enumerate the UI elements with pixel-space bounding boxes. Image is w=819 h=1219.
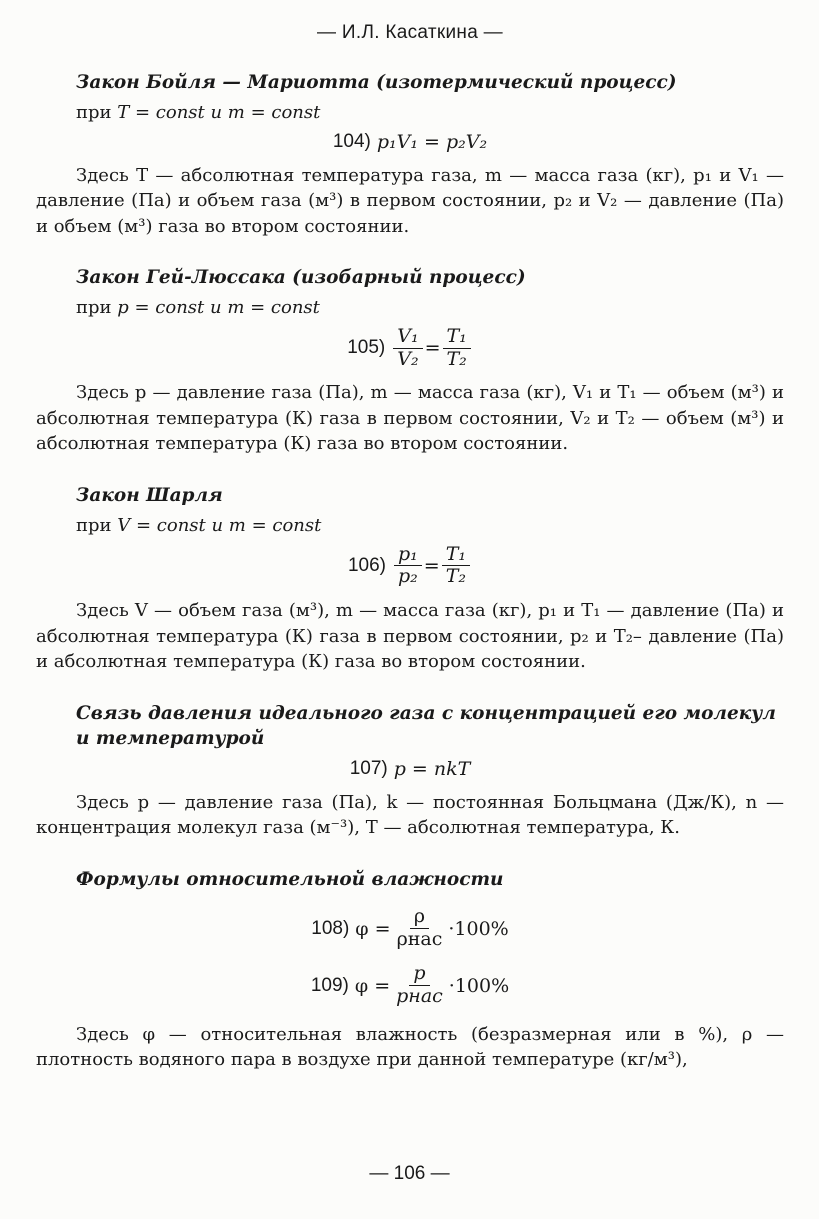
formula-108 <box>36 906 784 951</box>
section-gay-lussac <box>36 265 784 457</box>
formula-number: 107) <box>349 757 388 779</box>
fraction-left: $\frac{\text{V₁}}{\text{V₂}}$ <box>393 326 422 371</box>
condition-line: при p = const и m = const <box>76 296 320 318</box>
section-ideal-gas-pressure <box>36 701 784 841</box>
formula-105: 105) $\frac{\text{V₁}}{\text{V₂}}$ = $\frac{\text{T₁}}{\text{T₂}}$ <box>36 326 784 371</box>
section-heading: Закон Бойля — Мариотта (изотермический процесс) <box>76 72 677 93</box>
page-number: — 106 — <box>369 1163 450 1184</box>
section-heading: Закон Гей-Люссака (изобарный процесс) <box>76 267 526 289</box>
explanation-paragraph: Здесь p — давление газа (Па), k — постоянная Больцмана (Дж/К), n — концентрация молекул газа (м⁻³), T — абсолютная температура, К. <box>36 791 784 839</box>
formula-number: 105) <box>347 337 386 359</box>
formula-tail: ·100% <box>448 974 510 997</box>
section-relative-humidity <box>36 867 784 1073</box>
formula-number: 109) <box>310 974 349 996</box>
section-heading: Закон Шарля <box>76 485 223 506</box>
condition-line: при T = const и m = const <box>76 101 321 123</box>
fraction-left: $\frac{\text{p₁}}{\text{p₂}}$ <box>394 544 422 589</box>
section-boyle-mariotte <box>36 70 784 239</box>
running-header: — И.Л. Касаткина — <box>317 22 503 43</box>
formula-lhs: φ = <box>354 974 391 997</box>
condition-text: p = const и m = const <box>117 296 320 318</box>
formula-107 <box>36 758 784 780</box>
formula-number: 108) <box>311 917 350 939</box>
page <box>36 22 784 1099</box>
formula-expression: p = nkT <box>393 757 471 780</box>
section-charles <box>36 483 784 675</box>
condition-line: при V = const и m = const <box>76 514 322 536</box>
section-heading: Связь давления идеального газа с концентрацией его молекул и температурой <box>76 702 776 750</box>
fraction: $\frac{\rho}{\text{ρнас}}$ <box>396 905 443 951</box>
explanation-paragraph: Здесь p — давление газа (Па), m — масса газа (кг), V₁ и T₁ — объем (м³) и абсолютная температура (К) газа в первом состоянии, V₂ и T₂ — объем (м³) и абсолютная температура (К) газа во втором состоянии. <box>36 382 784 455</box>
fraction-right: $\frac{\text{T₁}}{\text{T₂}}$ <box>443 326 471 371</box>
fraction-right: $\frac{\text{T₁}}{\text{T₂}}$ <box>442 544 470 589</box>
formula-number: 104) <box>332 130 371 152</box>
formula-lhs: φ = <box>355 917 391 940</box>
condition-text: T = const и m = const <box>117 101 321 123</box>
section-heading: Формулы относительной влажности <box>76 868 504 890</box>
formula-number: 106) <box>347 554 387 576</box>
explanation-paragraph: Здесь V — объем газа (м³), m — масса газа (кг), p₁ и T₁ — давление (Па) и абсолютная температура (К) газа в первом состоянии, p₂ и T₂– давление (Па) и абсолютная температура (К) газа во втором состоянии. <box>36 600 785 673</box>
formula-109 <box>36 963 784 1008</box>
formula-104 <box>36 131 784 153</box>
explanation-paragraph: Здесь T — абсолютная температура газа, m — масса газа (кг), p₁ и V₁ — давление (Па) и объем газа (м³) в первом состоянии, p₂ и V₂ — давление (Па) и объем (м³) газа во втором состоянии. <box>36 164 784 237</box>
formula-tail: ·100% <box>448 917 509 940</box>
condition-text: V = const и m = const <box>117 514 322 536</box>
formula-expression: p₁V₁ = p₂V₂ <box>376 130 488 153</box>
explanation-paragraph: Здесь φ — относительная влажность (безразмерная или в %), ρ — плотность водяного пара в воздухе при данной температуре (кг/м³), <box>36 1023 784 1071</box>
fraction: $\frac{p}{\text{pнас}}$ <box>396 962 443 1008</box>
formula-106: 106) $\frac{\text{p₁}}{\text{p₂}}$ = $\frac{\text{T₁}}{\text{T₂}}$ <box>36 544 784 589</box>
